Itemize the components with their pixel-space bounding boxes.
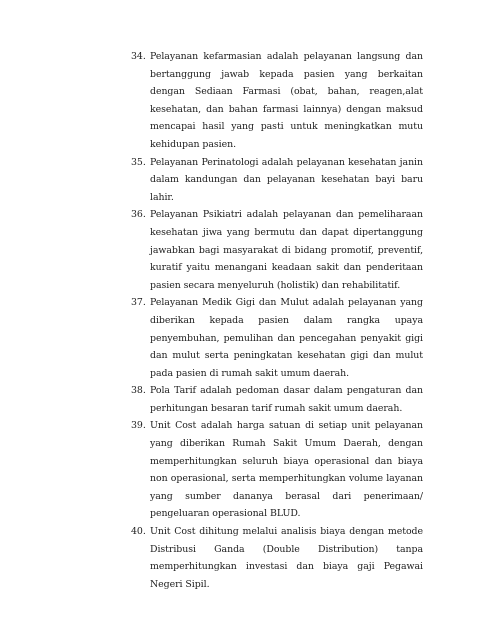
list-item	[131, 154, 423, 207]
definition-list	[131, 48, 423, 593]
item-text: Pelayanan Perinatologi adalah pelayanan kesehatan janin dalam kandungan dan pelayanan kesehatan bayi baru lahir.	[150, 156, 423, 203]
item-number: 36.	[131, 209, 146, 221]
item-text: Pola Tarif adalah pedoman dasar dalam pengaturan dan perhitungan besaran tarif rumah sakit umum daerah.	[150, 385, 423, 414]
list-item	[131, 523, 423, 593]
item-text: Pelayanan Psikiatri adalah pelayanan dan pemeliharaan kesehatan jiwa yang bermutu dan dapat dipertanggung jawabkan bagi masyarakat di bidang promotif, preventif, kuratif yaitu menangani keadaan sakit dan penderitaan pasien secara menyeluruh (holistik) dan rehabilitatif.	[150, 209, 423, 291]
item-number: 38.	[131, 385, 146, 397]
item-text: Unit Cost dihitung melalui analisis biaya dengan metode Distribusi Ganda (Double Distribution) tanpa memperhitungkan investasi dan biaya gaji Pegawai Negeri Sipil.	[150, 526, 423, 590]
item-number: 35.	[131, 156, 146, 168]
item-text: Pelayanan Medik Gigi dan Mulut adalah pelayanan yang diberikan kepada pasien dalam rangka upaya penyembuhan, pemulihan dan pencegahan penyakit gigi dan mulut serta peningkatan kesehatan gigi dan mulut pada pasien di rumah sakit umum daerah.	[150, 297, 423, 379]
list-item	[131, 294, 423, 382]
list-item	[131, 382, 423, 417]
item-number: 40.	[131, 526, 146, 538]
item-number: 37.	[131, 297, 146, 309]
item-text: Pelayanan kefarmasian adalah pelayanan langsung dan bertanggung jawab kepada pasien yang berkaitan dengan Sediaan Farmasi (obat, bahan, reagen,alat kesehatan, dan bahan farmasi lainnya) dengan maksud mencapai hasil yang pasti untuk meningkatkan mutu kehidupan pasien.	[150, 51, 423, 150]
item-number: 34.	[131, 51, 146, 62]
list-item	[131, 206, 423, 294]
item-text: Unit Cost adalah harga satuan di setiap unit pelayanan yang diberikan Rumah Sakit Umum Daerah, dengan memperhitungkan seluruh biaya operasional dan biaya non operasional, serta memperhitungkan volume layanan yang sumber dananya berasal dari penerimaan/ pengeluaran operasional BLUD.	[150, 420, 423, 520]
list-item	[131, 417, 423, 523]
list-item	[131, 48, 423, 154]
item-number: 39.	[131, 420, 146, 432]
